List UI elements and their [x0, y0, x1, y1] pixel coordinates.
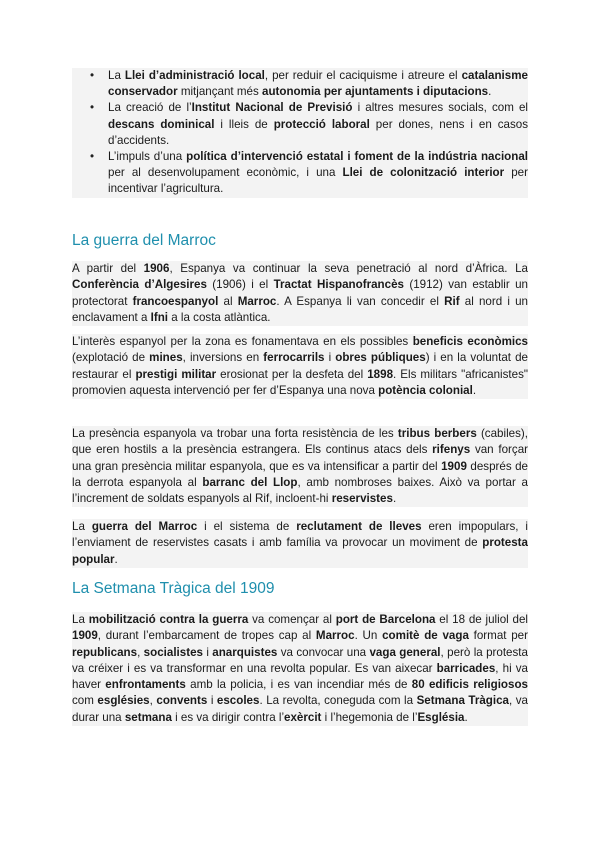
bullet-list: [72, 68, 528, 198]
bold-text: protecció laboral: [273, 117, 370, 131]
text-run: .: [488, 85, 492, 99]
text-run: (1906) i el: [206, 278, 274, 292]
text-run: eren impopulars, i l’enviament de reservistes casats i amb família va provocar un moviment de: [72, 520, 529, 550]
text-run: per incentivar l’agricultura.: [108, 166, 528, 196]
bold-text: Conferència d’Algesires: [72, 278, 207, 292]
text-run: ) i en la voluntat de restaurar el: [72, 351, 529, 381]
text-run: .: [114, 552, 118, 566]
text-run: L’interès espanyol per la zona es fonamentava en els possibles: [72, 335, 413, 348]
text-run: , va durar una: [72, 694, 528, 724]
text-run: ,: [149, 694, 157, 708]
bold-text: republicans: [72, 645, 138, 659]
text-run: . A Espanya li van concedir el: [276, 294, 445, 308]
bold-text: descans dominical: [108, 117, 215, 131]
text-run: al nord i un enclavament a: [72, 294, 528, 324]
bold-text: mobilització contra la guerra: [88, 613, 249, 626]
bold-text: 1898: [367, 367, 394, 381]
text-run: i altres mesures socials, com el: [352, 101, 529, 115]
bold-text: escoles: [216, 694, 260, 708]
paragraph: [72, 334, 528, 399]
bold-text: guerra del Marroc: [91, 520, 198, 533]
bold-text: comitè de vaga: [382, 629, 469, 643]
text-run: i lleis de: [214, 117, 274, 131]
list-item: [72, 68, 528, 100]
bold-text: Llei d’administració local: [124, 69, 265, 82]
bold-text: setmana: [124, 710, 172, 724]
bold-text: Institut Nacional de Previsió: [191, 101, 353, 115]
paragraph: [72, 612, 528, 726]
bold-text: port de Barcelona: [335, 613, 436, 626]
bold-text: francoespanyol: [132, 294, 219, 308]
paragraph: [72, 261, 528, 326]
text-run: L’impuls d’una: [108, 150, 187, 164]
bold-text: Marroc: [237, 294, 277, 308]
text-run: van forçar una gran presència militar espanyola, que es va intensificar a partir del: [72, 443, 529, 473]
text-run: La: [72, 613, 89, 626]
text-run: el 18 de juliol del: [435, 613, 529, 626]
bold-text: enfrontaments: [105, 678, 186, 692]
bold-text: anarquistes: [212, 645, 278, 659]
bold-text: esglésies: [97, 694, 150, 708]
text-run: (1912) van establir un protectorat: [72, 278, 528, 308]
text-run: i: [207, 694, 217, 708]
text-run: .: [472, 383, 477, 397]
text-run: , amb nombroses baixes. Això va portar a l’increment de soldats espanyols al Rif, incloent-hi: [72, 475, 528, 506]
text-run: , hi va haver: [72, 661, 528, 692]
bold-text: reclutament de lleves: [296, 520, 422, 533]
bold-text: vaga general: [369, 645, 441, 659]
bold-text: beneficis econòmics: [412, 335, 528, 348]
text-run: (explotació de: [72, 351, 150, 365]
bold-text: mines: [149, 351, 183, 365]
bold-text: barranc del Llop: [202, 475, 298, 489]
bold-text: Marroc: [315, 629, 355, 643]
text-run: La: [72, 520, 92, 533]
bold-text: Ifni: [150, 310, 169, 324]
bold-text: prestigi militar: [135, 367, 217, 381]
bold-text: catalanisme conservador: [108, 69, 528, 99]
text-run: per dones, nens i en casos d’accidents.: [108, 117, 529, 147]
text-run: A partir del: [72, 262, 144, 275]
text-run: . La revolta, coneguda com la: [259, 694, 417, 708]
bold-text: exèrcit: [284, 710, 322, 724]
bold-text: Rif: [444, 294, 460, 308]
text-run: , però la protesta va créixer i es va transformar en una revolta popular. Es van aixecar: [72, 645, 528, 675]
text-run: La presència espanyola va trobar una forta resistència de les: [72, 427, 398, 440]
text-run: i el sistema de: [197, 520, 297, 533]
text-run: com: [72, 694, 98, 708]
bold-text: convents: [156, 694, 208, 708]
text-run: amb la policia, i es van incendiar més de: [185, 678, 412, 692]
section-heading-guerra: La guerra del Marroc: [72, 232, 216, 249]
text-run: a la costa atlàntica.: [168, 310, 271, 324]
paragraph: [72, 519, 528, 568]
bold-text: tribus berbers: [397, 427, 477, 440]
text-run: mitjançant més: [177, 85, 262, 99]
text-run: , inversions en: [182, 351, 264, 365]
text-run: després de la derrota espanyola al: [72, 459, 528, 489]
bold-text: política d’intervenció estatal i foment de la indústria nacional: [186, 150, 529, 164]
bold-text: autonomia per ajuntaments i diputacions: [262, 85, 489, 99]
bold-text: socialistes: [143, 645, 203, 659]
bold-text: 1909: [441, 459, 467, 473]
text-run: per al desenvolupament econòmic, i una: [108, 166, 343, 180]
text-run: , per reduir el caciquisme i atreure el: [264, 69, 462, 82]
text-run: .: [392, 492, 397, 506]
text-run: al: [218, 294, 238, 308]
bold-text: Església: [417, 710, 465, 724]
text-run: format per: [468, 629, 528, 643]
bold-text: protesta popular: [72, 536, 528, 566]
bold-text: Tractat Hispanofrancès: [273, 278, 404, 292]
paragraph: [72, 426, 528, 507]
text-run: va convocar una: [277, 645, 370, 659]
bold-text: Setmana Tràgica: [416, 694, 510, 708]
text-run: i: [324, 351, 336, 365]
bold-text: 80 edificis religiosos: [411, 678, 528, 692]
bold-text: rifenys: [432, 443, 471, 457]
document-page: [72, 68, 529, 724]
text-run: va començar al: [248, 613, 336, 626]
text-run: .: [464, 710, 468, 724]
bold-text: obres públiques: [335, 351, 426, 365]
text-run: , durant l’embarcament de tropes cap al: [97, 629, 316, 643]
section-heading-setmana: La Setmana Tràgica del 1909: [72, 580, 275, 597]
text-run: i: [202, 645, 213, 659]
text-run: . Els militars "africanistes" promovien aquesta intervenció per fer d’Espanya una nova: [72, 367, 528, 397]
list-item: [72, 149, 528, 198]
text-run: , Espanya va continuar la seva penetració al nord d’Àfrica. La: [169, 262, 528, 275]
text-run: La: [108, 69, 125, 82]
text-run: i l’hegemonia de l’: [321, 710, 418, 724]
bold-text: potència colonial: [378, 383, 473, 397]
bold-text: reservistes: [331, 492, 393, 506]
list-item: [72, 100, 528, 149]
text-run: . Un: [354, 629, 383, 643]
text-run: La creació de l’: [108, 101, 192, 115]
text-run: erosionat per la desfeta del: [216, 367, 368, 381]
text-run: ,: [137, 645, 144, 659]
bold-text: ferrocarrils: [263, 351, 325, 365]
bold-text: barricades: [436, 661, 496, 675]
text-run: i es va dirigir contra l’: [171, 710, 285, 724]
bold-text: Llei de colonització interior: [342, 166, 505, 180]
bold-text: 1909: [72, 629, 98, 643]
text-run: (cabiles), que eren hostils a la presència estrangera. Els continus atacs dels: [72, 427, 528, 457]
bold-text: 1906: [143, 262, 170, 275]
